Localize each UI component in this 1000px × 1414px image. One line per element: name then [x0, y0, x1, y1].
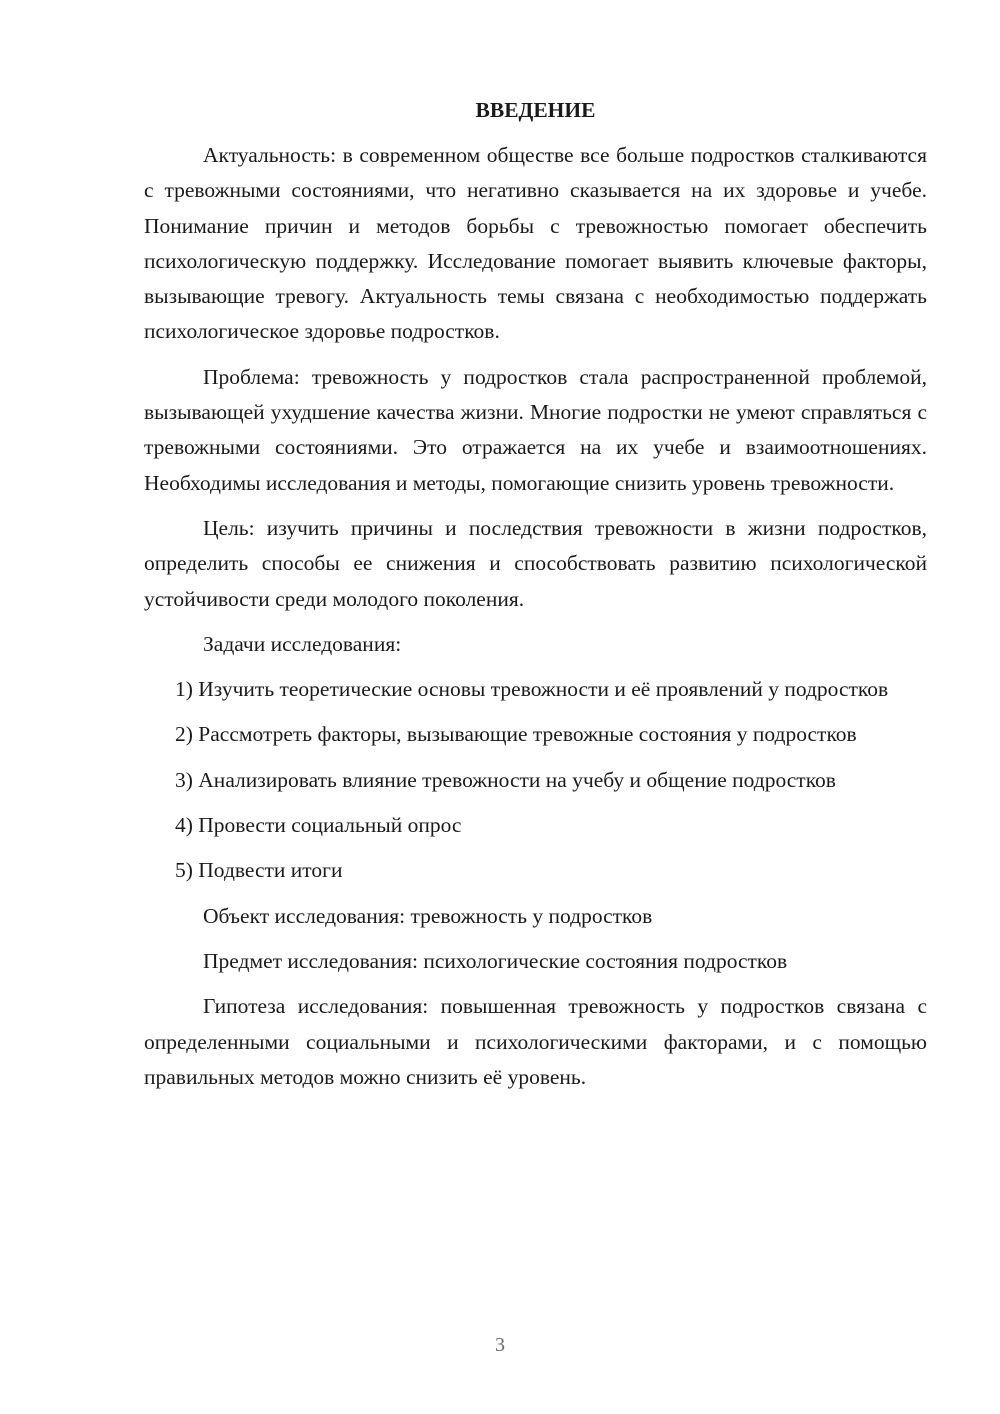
- task-item-4: 4) Провести социальный опрос: [175, 813, 462, 838]
- task-item-1: 1) Изучить теоретические основы тревожности и её проявлений у подростков: [175, 677, 889, 702]
- task-item-3: 3) Анализировать влияние тревожности на учебу и общение подростков: [175, 767, 836, 792]
- task-item-2: 2) Рассмотреть факторы, вызывающие тревожные состояния у подростков: [175, 722, 857, 747]
- problem-paragraph: Проблема: тревожность у подростков стала распространенной проблемой, вызывающей ухудшение качества жизни. Многие подростки не умеют справляться с тревожными состояниями. Это отражается на их учебе и взаимоотношениях. Необходимы исследования и методы, помогающие снизить уровень тревожности.: [144, 364, 927, 495]
- hypothesis-paragraph: Гипотеза исследования: повышенная тревожность у подростков связана с определенными социальными и психологическими факторами, и с помощью правильных методов можно снизить её уровень.: [144, 994, 927, 1089]
- research-subject: Предмет исследования: психологические состояния подростков: [203, 948, 788, 973]
- relevance-paragraph: Актуальность: в современном обществе все больше подростков сталкиваются с тревожными состояниями, что негативно сказывается на их здоровье и учебе. Понимание причин и методов борьбы с тревожностью помогает обеспечить психологическую поддержку. Исследование помогает выявить ключевые факторы, вызывающие тревогу. Актуальность темы связана с необходимостью поддержать психологическое здоровье подростков.: [144, 143, 927, 344]
- page-number: 3: [495, 1334, 505, 1356]
- task-item-5: 5) Подвести итоги: [175, 858, 343, 883]
- tasks-heading: Задачи исследования:: [203, 631, 402, 656]
- goal-paragraph: Цель: изучить причины и последствия тревожности в жизни подростков, определить способы ее снижения и способствовать развитию психологической устойчивости среди молодого поколения.: [144, 515, 927, 611]
- research-object: Объект исследования: тревожность у подростков: [203, 903, 653, 928]
- section-title: ВВЕДЕНИЕ: [475, 98, 596, 122]
- page-body: [144, 96, 927, 1105]
